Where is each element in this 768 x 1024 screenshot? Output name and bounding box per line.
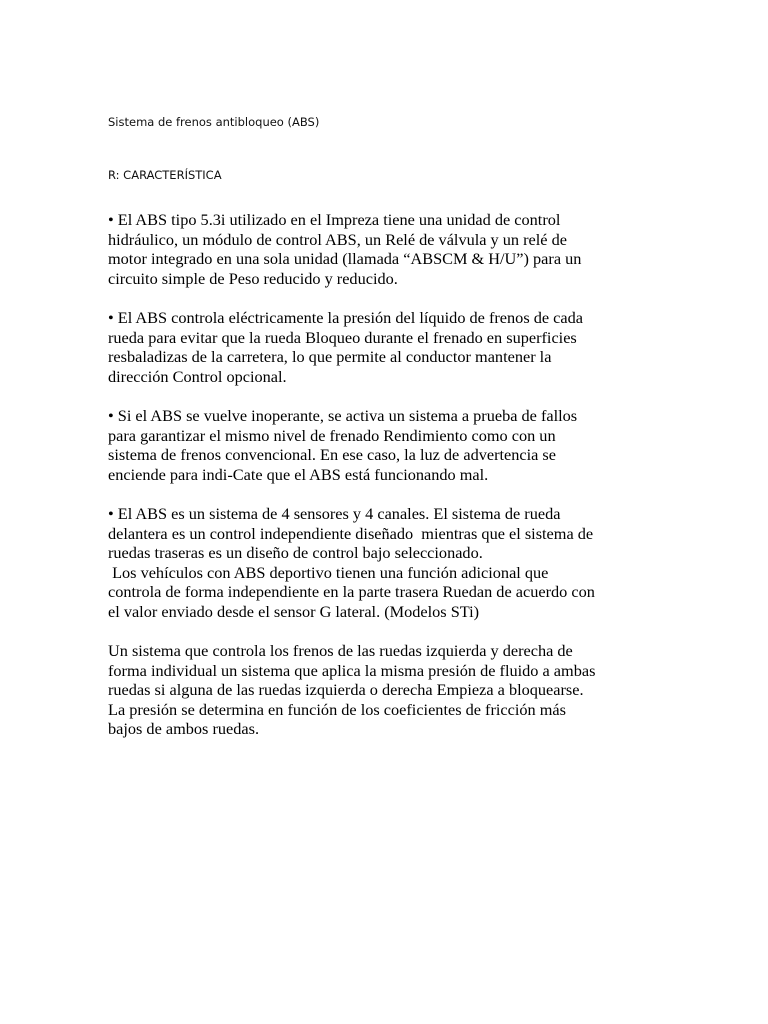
document-title: Sistema de frenos antibloqueo (ABS) <box>108 115 320 129</box>
paragraph-line: Un sistema que controla los frenos de las ruedas izquierda y derecha de <box>108 641 573 660</box>
paragraph-abs-unit <box>108 210 581 288</box>
paragraph-line: ruedas traseras es un diseño de control bajo seleccionado. <box>108 543 483 562</box>
paragraph-line: • El ABS tipo 5.3i utilizado en el Impreza tiene una unidad de control <box>108 210 561 229</box>
paragraph-line: el valor enviado desde el sensor G lateral. (Modelos STi) <box>108 601 480 621</box>
paragraph-fail-safe <box>108 406 577 484</box>
paragraph-line: bajos de ambos ruedas. <box>108 719 260 738</box>
paragraph-line: • El ABS controla eléctricamente la presión del líquido de frenos de cada <box>108 308 583 327</box>
paragraph-line: enciende para indi-Cate que el ABS está funcionando mal. <box>108 464 489 484</box>
paragraph-abs-control <box>108 308 583 386</box>
section-label: R: CARACTERÍSTICA <box>108 168 222 182</box>
paragraph-line: • Si el ABS se vuelve inoperante, se activa un sistema a prueba de fallos <box>108 406 578 425</box>
paragraph-line: Los vehículos con ABS deportivo tienen una función adicional que <box>108 562 549 582</box>
paragraph-line: hidráulico, un módulo de control ABS, un Relé de válvula y un relé de <box>108 229 567 249</box>
paragraph-line: rueda para evitar que la rueda Bloqueo durante el frenado en superficies <box>108 327 577 347</box>
paragraph-line: motor integrado en una sola unidad (llamada “ABSCM & H/U”) para un <box>108 249 582 268</box>
paragraph-line: delantera es un control independiente diseñado mientras que el sistema de <box>108 523 594 543</box>
paragraph-line: ruedas si alguna de las ruedas izquierda o derecha Empieza a bloquearse. <box>108 680 584 699</box>
paragraph-sensors-channels <box>108 504 595 621</box>
paragraph-line: para garantizar el mismo nivel de frenado Rendimiento como con un <box>108 425 556 445</box>
paragraph-line: sistema de frenos convencional. En ese caso, la luz de advertencia se <box>108 445 556 464</box>
paragraph-individual-control <box>108 641 595 739</box>
paragraph-line: • El ABS es un sistema de 4 sensores y 4 canales. El sistema de rueda <box>108 504 561 523</box>
paragraph-line: resbaladizas de la carretera, lo que permite al conductor mantener la <box>108 347 552 366</box>
paragraph-line: controla de forma independiente en la parte trasera Ruedan de acuerdo con <box>108 582 595 601</box>
paragraph-line: La presión se determina en función de los coeficientes de fricción más <box>108 699 566 719</box>
paragraph-line: forma individual un sistema que aplica la misma presión de fluido a ambas <box>108 660 596 680</box>
paragraph-line: dirección Control opcional. <box>108 366 287 386</box>
paragraph-line: circuito simple de Peso reducido y reducido. <box>108 268 398 288</box>
